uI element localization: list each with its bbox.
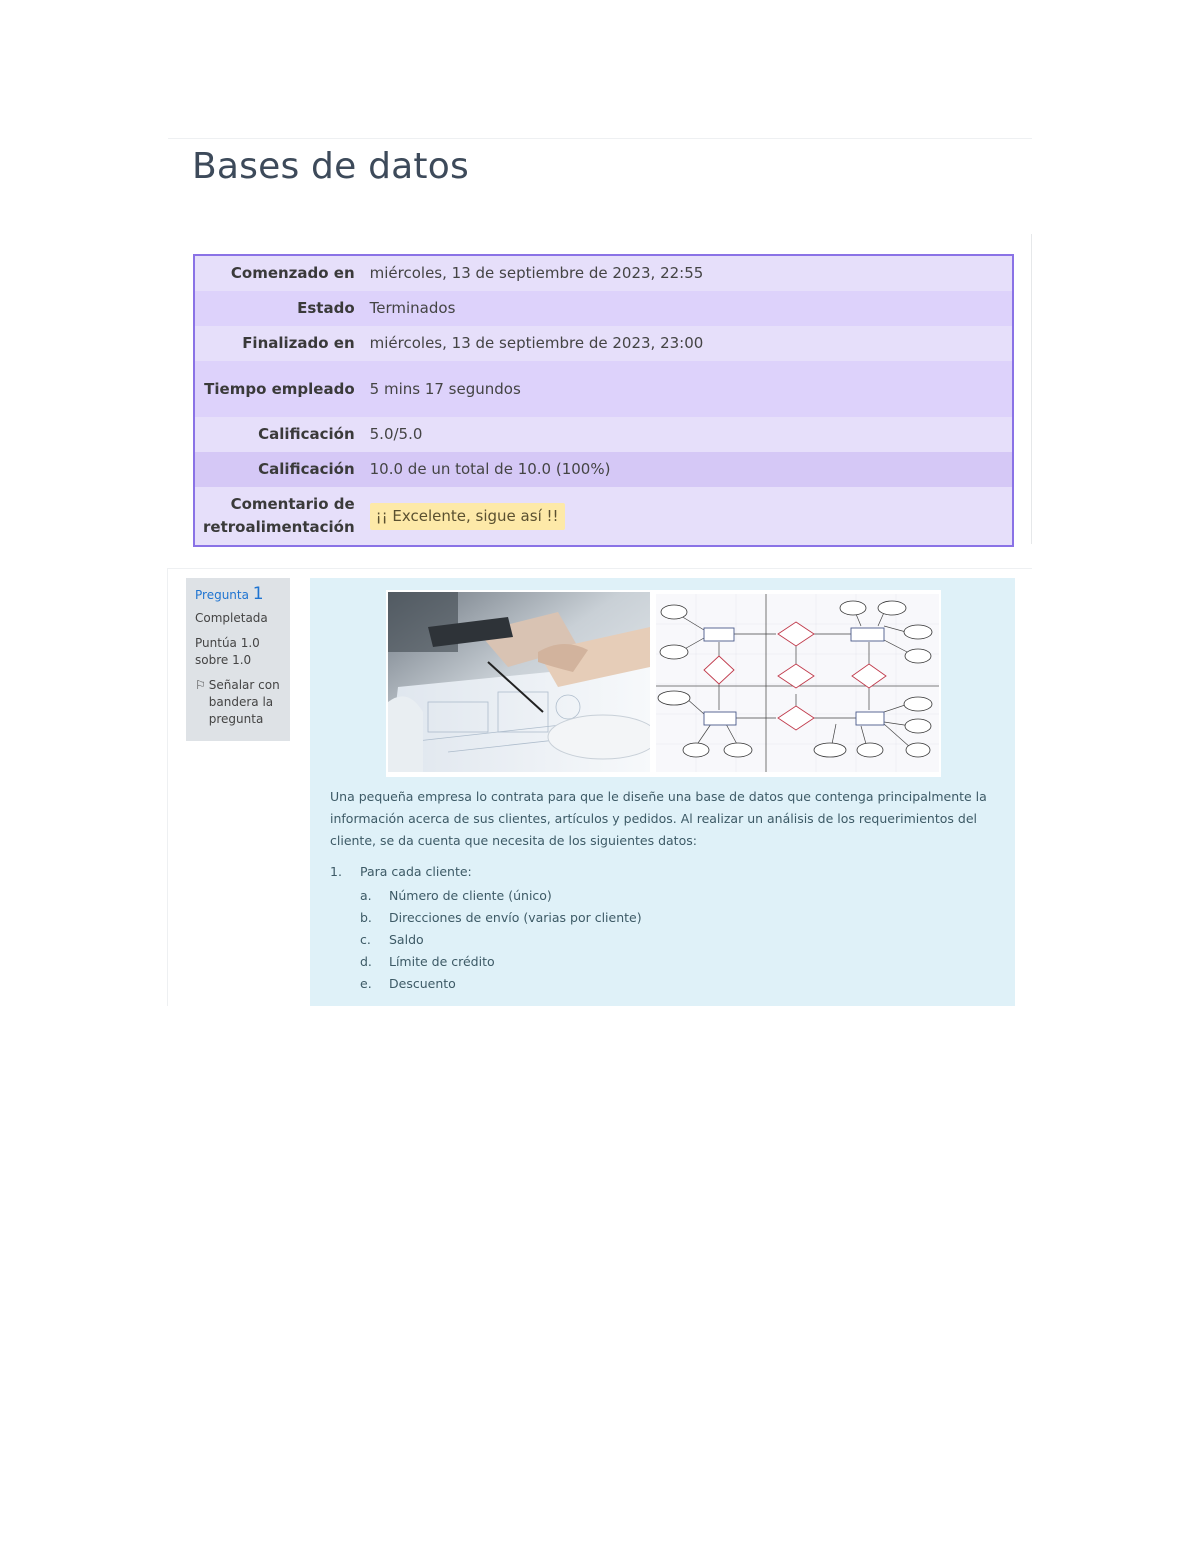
flag-icon: ⚐ [195, 678, 206, 692]
list-item [330, 858, 990, 884]
sub-list-text: Descuento [389, 975, 456, 991]
sub-list-letter: c. [360, 931, 371, 947]
summary-row-state [194, 291, 1013, 326]
summary-row-marks [194, 417, 1013, 452]
summary-value: 5.0/5.0 [369, 425, 423, 443]
summary-value: 10.0 de un total de 10.0 (100%) [369, 460, 611, 478]
summary-value: Terminados [369, 299, 456, 317]
summary-label: Calificación [258, 460, 355, 478]
header-divider [168, 138, 1032, 139]
summary-value [362, 487, 1013, 546]
question-number-value: 1 [252, 584, 264, 604]
sub-list [360, 884, 990, 994]
list-number: 1. [330, 863, 342, 879]
page-title: Bases de datos [192, 146, 469, 187]
summary-row-feedback [194, 487, 1013, 546]
attempt-summary-table [193, 254, 1014, 547]
sub-list-text: Número de cliente (único) [389, 887, 552, 903]
summary-label: Comenzado en [230, 264, 355, 282]
sub-list-text: Direcciones de envío (varias por cliente) [389, 909, 642, 925]
summary-row-finished [194, 326, 1013, 361]
feedback-text: ¡¡ Excelente, sigue así !! [370, 503, 565, 530]
question-number [195, 586, 281, 604]
summary-row-started [194, 255, 1013, 291]
requirements-list [330, 858, 990, 994]
sub-list-item [360, 950, 990, 972]
summary-right-divider [1031, 234, 1032, 544]
summary-value: miércoles, 13 de septiembre de 2023, 22:55 [369, 264, 704, 282]
sub-list-text: Saldo [389, 931, 424, 947]
question-info-panel [186, 578, 290, 741]
summary-row-grade [194, 452, 1013, 487]
question-left-divider [167, 568, 168, 1006]
sub-list-item [360, 884, 990, 906]
sub-list-item [360, 972, 990, 994]
question-divider [168, 568, 1032, 569]
summary-label: Comentario de retroalimentación [203, 495, 355, 536]
sub-list-text: Límite de crédito [389, 953, 495, 969]
sub-list-item [360, 928, 990, 950]
question-image [386, 590, 941, 777]
question-content [310, 578, 1015, 1006]
summary-value: 5 mins 17 segundos [369, 379, 521, 398]
summary-label: Tiempo empleado [204, 379, 355, 398]
question-state: Completada [195, 611, 268, 625]
sub-list-item [360, 906, 990, 928]
summary-label: Finalizado en [242, 334, 355, 352]
flag-label: Señalar con bandera la pregunta [208, 678, 280, 726]
summary-row-time-taken [194, 361, 1013, 417]
question-text: Una pequeña empresa lo contrata para que le diseñe una base de datos que contenga principalmente la información acerca de sus clientes, artículos y pedidos. Al realizar un análisis de los requerimientos del cliente, se da cuenta que necesita de los siguientes datos: [330, 789, 987, 848]
sub-list-letter: e. [360, 975, 372, 991]
sub-list-letter: d. [360, 953, 372, 969]
question-grade: Puntúa 1.0 sobre 1.0 [195, 636, 260, 667]
summary-label: Calificación [258, 425, 355, 443]
summary-value: miércoles, 13 de septiembre de 2023, 23:00 [369, 334, 704, 352]
flag-question-link[interactable] [195, 677, 281, 728]
list-text: Para cada cliente: [360, 863, 472, 879]
er-diagram [656, 594, 939, 772]
sub-list-letter: b. [360, 909, 372, 925]
office-photo [388, 592, 650, 772]
question-prefix: Pregunta [195, 588, 249, 602]
sub-list-letter: a. [360, 887, 372, 903]
summary-label: Estado [297, 299, 355, 317]
